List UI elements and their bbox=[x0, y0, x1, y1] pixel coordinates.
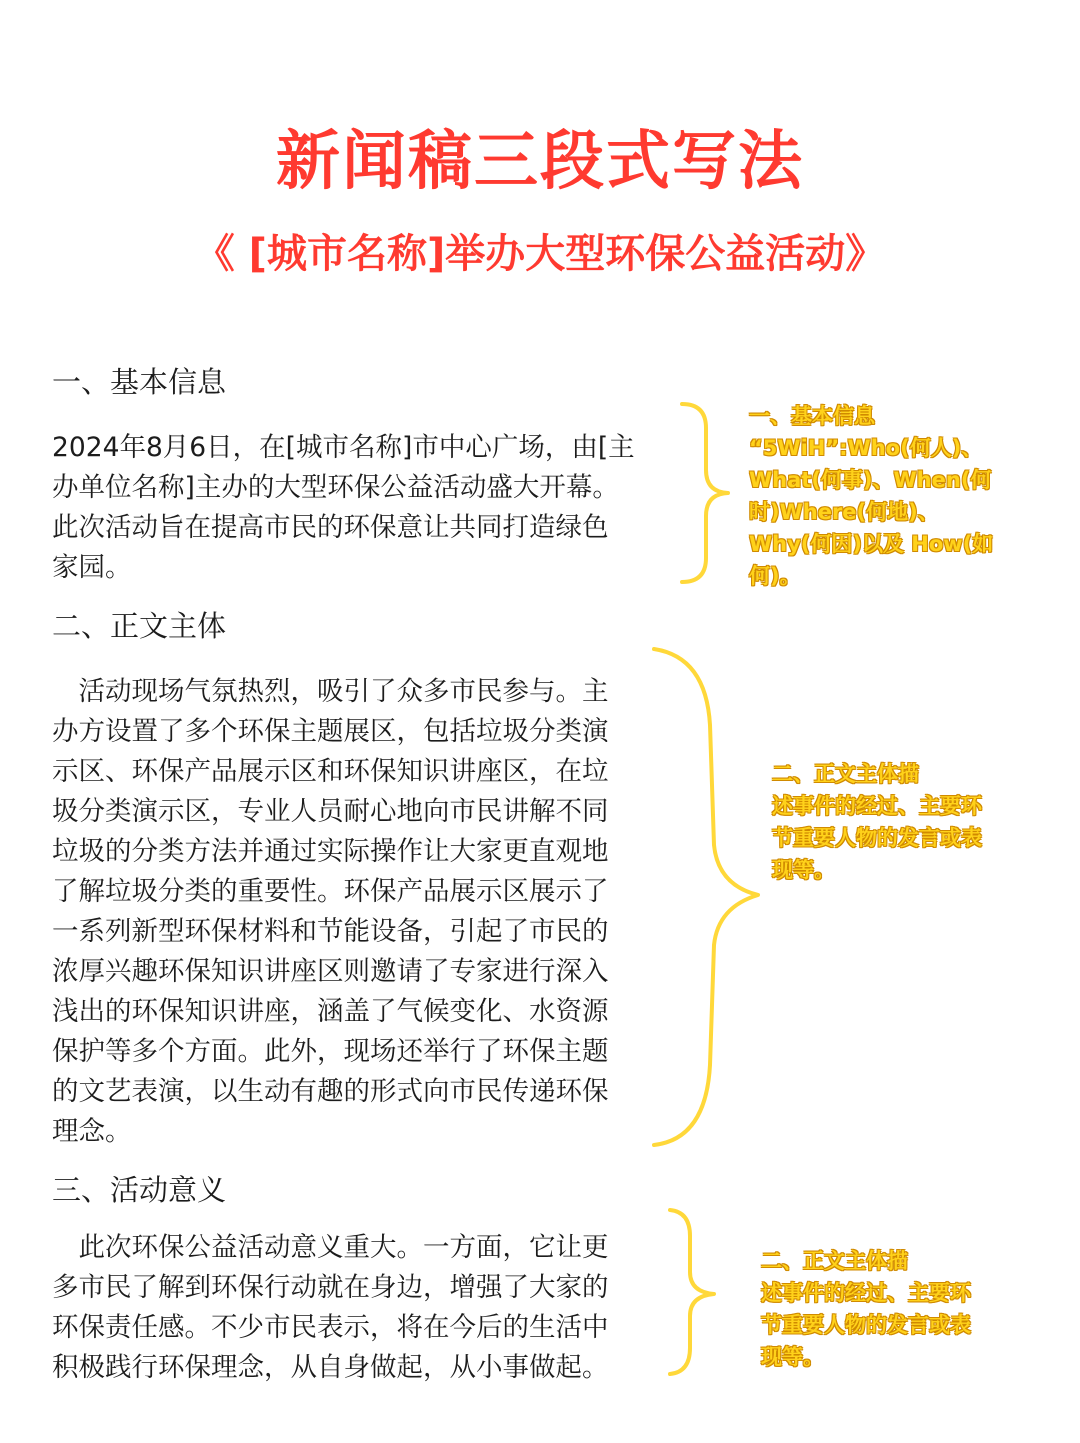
annotation-line: 二、正文主体描 bbox=[761, 1249, 908, 1273]
annotation-line: “5WiH”:Who(何人)、 bbox=[749, 436, 983, 460]
annotation-line: Why(何因)以及 How(如 bbox=[749, 532, 994, 556]
annotation-line: 节重要人物的发言或表 bbox=[772, 826, 982, 850]
annotation-line: 节重要人物的发言或表 bbox=[761, 1313, 971, 1337]
body-line: 此次活动旨在提高市民的环保意让共同打造绿色 bbox=[52, 512, 609, 543]
body-line: 垃圾的分类方法并通过实际操作让大家更直观地 bbox=[52, 836, 609, 867]
page-subtitle: 《 [城市名称]举办大型环保公益活动》 bbox=[194, 231, 886, 277]
annotation-significance bbox=[761, 1245, 971, 1373]
body-line: 浅出的环保知识讲座，涵盖了气候变化、水资源 bbox=[52, 996, 609, 1027]
brace-significance bbox=[664, 1206, 724, 1378]
body-line: 了解垃圾分类的重要性。环保产品展示区展示了 bbox=[52, 876, 609, 907]
section-heading-basic-info: 一、基本信息 bbox=[52, 365, 227, 399]
section-body-significance bbox=[52, 1228, 672, 1388]
body-line: 理念。 bbox=[52, 1116, 132, 1147]
body-line: 家园。 bbox=[52, 552, 132, 583]
annotation-line: 何)。 bbox=[749, 564, 801, 588]
body-line: 环保责任感。不少市民表示，将在今后的生活中 bbox=[52, 1312, 609, 1343]
annotation-line: 述事件的经过、主要环 bbox=[761, 1281, 971, 1305]
body-line: 积极践行环保理念，从自身做起，从小事做起。 bbox=[52, 1352, 609, 1383]
body-line: 多市民了解到环保行动就在身边，增强了大家的 bbox=[52, 1272, 609, 1303]
brace-basic-info bbox=[676, 400, 736, 586]
body-line: 办单位名称]主办的大型环保公益活动盛大开幕。 bbox=[52, 472, 619, 503]
body-line: 办方设置了多个环保主题展区，包括垃圾分类演 bbox=[52, 716, 609, 747]
section-heading-significance: 三、活动意义 bbox=[52, 1173, 227, 1207]
body-line: 示区、环保产品展示区和环保知识讲座区，在垃 bbox=[52, 756, 609, 787]
annotation-main-body bbox=[772, 758, 982, 886]
annotation-line: What(何事)、When(何 bbox=[749, 468, 992, 492]
body-line: 圾分类演示区，专业人员耐心地向市民讲解不同 bbox=[52, 796, 609, 827]
body-line: 此次环保公益活动意义重大。一方面，它让更 bbox=[52, 1232, 609, 1263]
annotation-basic-info bbox=[749, 400, 993, 592]
section-body-main-body bbox=[52, 672, 672, 1152]
annotation-line: 二、正文主体描 bbox=[772, 762, 919, 786]
annotation-line: 时)Where(何地)、 bbox=[749, 500, 939, 524]
body-line: 活动现场气氛热烈，吸引了众多市民参与。主 bbox=[52, 676, 609, 707]
annotation-line: 现等。 bbox=[772, 858, 835, 882]
body-line: 一系列新型环保材料和节能设备，引起了市民的 bbox=[52, 916, 609, 947]
body-line: 浓厚兴趣环保知识讲座区则邀请了专家进行深入 bbox=[52, 956, 609, 987]
annotation-line: 现等。 bbox=[761, 1345, 824, 1369]
body-line: 保护等多个方面。此外，现场还举行了环保主题 bbox=[52, 1036, 609, 1067]
brace-main-body bbox=[648, 645, 768, 1150]
annotation-line: 一、基本信息 bbox=[749, 404, 875, 428]
body-line: 2024年8月6日，在[城市名称]市中心广场，由[主 bbox=[52, 432, 635, 463]
section-body-basic-info bbox=[52, 428, 672, 588]
page-title: 新闻稿三段式写法 bbox=[276, 125, 804, 199]
section-heading-main-body: 二、正文主体 bbox=[52, 609, 227, 643]
body-line: 的文艺表演，以生动有趣的形式向市民传递环保 bbox=[52, 1076, 609, 1107]
annotation-line: 述事件的经过、主要环 bbox=[772, 794, 982, 818]
